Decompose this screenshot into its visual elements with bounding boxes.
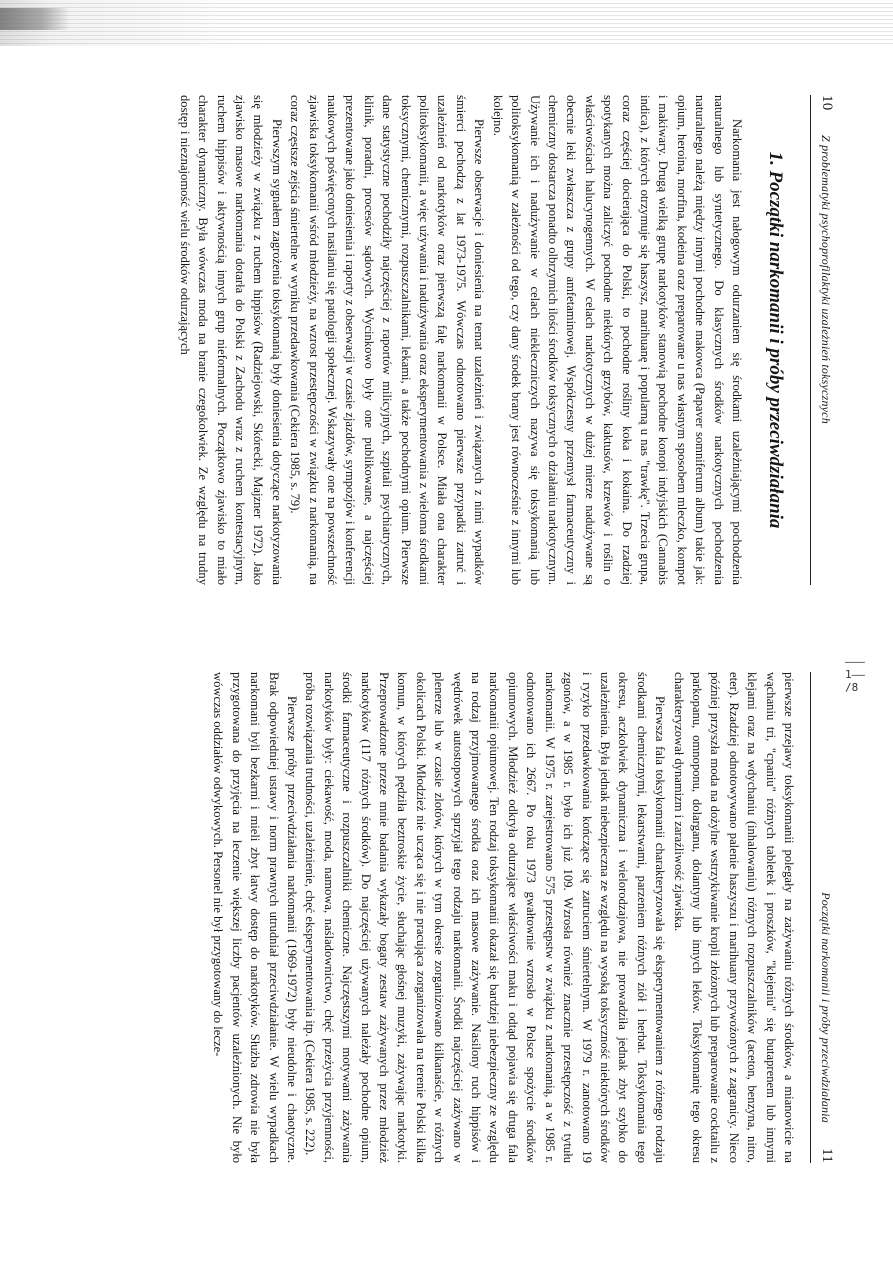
left-running-head bbox=[810, 95, 835, 585]
right-page bbox=[0, 650, 893, 1263]
right-paragraph-1: pierwsze przejawy toksykomanii polegały na zażywaniu różnych środków, a mianowicie na wąchaniu tri, "cpaniu" różnych tabletek i proszków, "klejeniu" się butaprenem lub innymi klejami oraz na wdychaniu (inhalowaniu) różnych rozpuszczalników (aceton, benzyna, nitro, eter). Rzadziej odnotowywano palenie haszyszu i marihuany przywożonych z zagranicy. Nieco później przyszła moda na dożylne wstrzykiwanie kropli złożonych lub preparowanie cocktailu z parkopanu, omnoponu, dolarganu, dolantyny lub innych leków. Toksykomanię tego okresu charakteryzował dynamizm i zaraźliwość zjawiska. bbox=[671, 672, 796, 1163]
left-page-number: 10 bbox=[819, 95, 835, 111]
left-paragraph-2: Pierwsze obserwacje i doniesienia na temat uzależnień i związanych z nimi wypadków śmierci pochodzą z lat 1973-1975. Wówczas odnotowano pierwsze przypadki zatruć i uzależnień od narkotyków oraz pierwszą falę narkomanii w Polsce. Miała ona charakter politoksykomanii, a więc używania i nadużywania oraz eksperymentowania z wieloma środkami toksycznymi, chemicznymi, rozpuszczalnikami, lekami, a także pochodnymi opium. Pierwsze dane statystyczne pochodziły najczęściej z raportów milicyjnych, szpitali psychiatrycznych, klinik, poradni, procesów sądowych. Wycinkowo były one publikowane, a najczęściej prezentowane jako doniesienia i raporty z obserwacji w czasie zjazdów, sympozjów i konferencji naukowych poświęconych nasilaniu się patologii społecznej. Wskazywały one na powszechność zjawiska toksykomanii wśród młodzieży, na wzrost przestępczości w związku z narkomanią, na coraz częstsze zejścia śmiertelne w wyniku przedawkowania (Cekiera 1985, s. 79). bbox=[288, 95, 487, 585]
left-page bbox=[0, 0, 893, 615]
right-body-text bbox=[209, 672, 798, 1163]
chapter-title: 1. Początki narkomanii i próby przeciwdziałania bbox=[765, 151, 786, 529]
left-running-head-text: Z problematyki psychoprofilaktyki uzależnień toksycznych bbox=[819, 135, 833, 424]
right-running-head bbox=[810, 672, 835, 1163]
left-body-text bbox=[175, 95, 746, 585]
right-page-number: 11 bbox=[819, 1148, 835, 1163]
gutter-mark: ——— 1–— /8 bbox=[845, 655, 865, 694]
right-paragraph-3: Pierwsze próby przeciwdziałania narkomanii (1969-1972) były nieudolne i chaotyczne. Brak odpowiedniej ustawy i norm prawnych utrudniał przeciwdziałanie. W wielu wypadkach narkomani byli bezkarni i mieli zbyt łatwy dostęp do narkotyków. Służba zdrowia nie była przygotowana do przyjęcia na leczenie większej liczby pacjentów uzależnionych. Nie było wówczas oddziałów odwykowych. Personel nie był przygotowany do lecze- bbox=[211, 672, 300, 1163]
left-paragraph-3: Pierwszym sygnałem zagrożenia toksykomanią były doniesienia dotyczące narkotyzowania się młodzieży w związku z ruchem hippisów (Radziejowski, Skórecki, Majzner 1972). Jako zjawisko masowe narkomania dotarła do Polski z Zachodu wraz z ruchem kontestacyjnym, ruchem hippisów i aktywnością innych grup nieformalnych. Początkowo zjawisko to miało charakter dynamiczny. Była wówczas moda na branie czegokolwiek. Ze względu na trudny dostęp i nieznajomość wielu środków odurzających bbox=[177, 95, 284, 585]
left-paragraph-1: Narkomania jest nałogowym odurzaniem się środkami uzależniającymi pochodzenia naturalnego lub syntetycznego. Do klasycznych środków narkotycznych pochodzenia naturalnego należą między innymi pochodne makowca (Papaver somniferum album) takie jak: opium, heroina, morfina, kodeina oraz preparowane u nas własnym sposobem mleczko, kompot i makiwary. Drugą wielką grupę narkotyków stanowią pochodne konopi indyjskich (Cannabis indica), z których otrzymuje się haszysz, marihuanę i popularną u nas "trawkę". Trzecia grupa, coraz częściej docierająca do Polski, to pochodne rośliny koka i kokaina. Do rzadziej spotykanych można zaliczyć pochodne niektórych grzybów, kaktusów, krzewów i roślin o właściwościach halucynogennych. W celach narkotycznych w dużej mierze nadużywane są obecnie leki zwłaszcza z grupy amfetaminowej. Współczesny przemysł farmaceutyczny i chemiczny dostarcza ponadto olbrzymich ilości środków toksycznych o działaniu narkotycznym. Używanie ich i nadużywanie w celach niekleczniczych nazywa się toksykomanią lub politoksykomanią w zależności od tego, czy dany środek brany jest równocześnie z innymi lub kolejno. bbox=[490, 95, 744, 585]
right-running-head-text: Początki narkomanii i próby przeciwdziałania bbox=[819, 892, 833, 1123]
right-paragraph-2: Pierwsza fala toksykomanii charakteryzowała się eksperymentowaniem z różnego rodzaju środkami chemicznymi, lekarstwami, parzeniem różnych ziół i herbat. Toksykomania tego okresu, aczkolwiek dynamiczna i wielorodzajowa, nie prowadziła jednak zbyt szybko do uzależnienia. Była jednak niebezpieczna ze względu na wysoką toksyczność niektórych środków i ryzyko przedawkowania kończące się zatruciem śmiertelnym. W 1979 r. zanotowano 19 zgonów, a w 1985 r. było ich już 109. Wzrosła również znacznie przestępczość z tytułu narkomanii. W 1975 r. zarejestrowano 575 przestępstw w związku z narkomanią, a w 1985 r. odnotowano ich 2667. Po roku 1973 gwałtownie wzrosło w Polsce spożycie środków opiumowych. Młodzież odkryła odurzające właściwości maku i odtąd pojawia się druga fala narkomanii opiumowej. Ten rodzaj toksykomanii okazał się bardziej niebezpieczny ze względu na rodzaj przyjmowanego środka oraz ich masowe zażywanie. Nasilony ruch hippisów i wędrówek autostopowych sprzyjał tego rodzaju narkomanii. Środki najczęściej zażywano w plenerze lub w czasie zlotów, których w tym okresie zorganizowano kilkanaście, w różnych okolicach Polski. Młodzież nie ucząca się i nie pracująca zorganizowała na terenie Polski kilka komun, w których pędziła beztroskie życie, słuchając głośnej muzyki, zażywając narkotyki. Przeprowadzone przeze mnie badania wykazały bogaty zestaw zażywanych przez młodzież narkotyków (117 różnych środków). Do najczęściej używanych należały pochodne opium, środki farmaceutyczne i rozpuszczalniki chemiczne. Najczęstszymi motywami zażywania narkotyków były: ciekawość, moda, namowa, naśladownictwo, chęć przeżycia przyjemności, próba rozwiązania trudności, uzależnienie, chęć eksperymentowania itp. (Cekiera 1985, s. 222). bbox=[303, 672, 668, 1163]
